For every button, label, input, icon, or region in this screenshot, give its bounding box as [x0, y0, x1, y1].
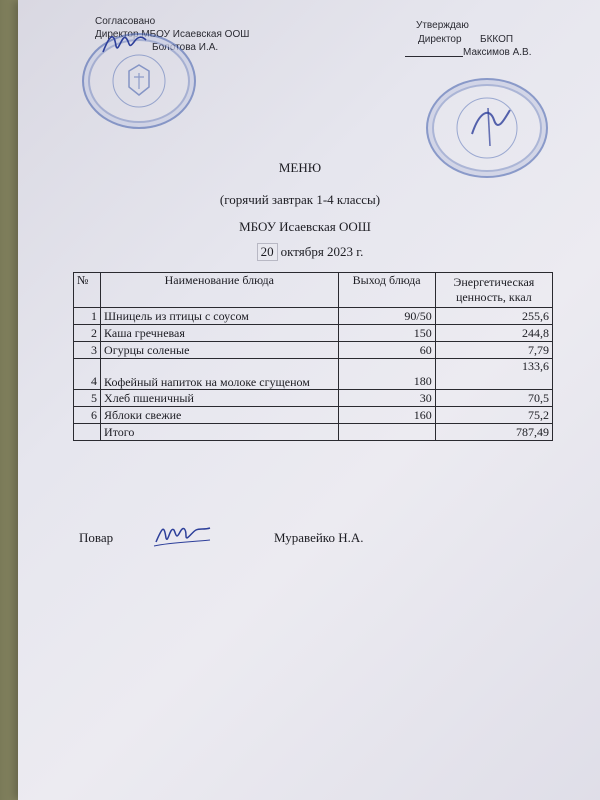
- row-dish-name: Огурцы соленые: [101, 342, 338, 359]
- approval-right-line2: Директор: [418, 34, 462, 45]
- approval-right-line2b: БККОП: [480, 34, 514, 45]
- row-output: 160: [338, 407, 435, 424]
- total-label: Итого: [101, 424, 338, 441]
- school-name: МБОУ Исаевская ООШ: [239, 219, 371, 234]
- row-output: 60: [338, 342, 435, 359]
- approval-left-line2: Директор МБОУ Исаевская ООШ: [95, 29, 250, 40]
- row-number: 3: [74, 342, 101, 359]
- row-energy: 75,2: [435, 407, 552, 424]
- table-row: [74, 359, 553, 390]
- table-header-row: [74, 273, 553, 308]
- table-row: [74, 407, 553, 424]
- total-value: 787,49: [435, 424, 552, 441]
- signature-left-icon: [100, 28, 150, 58]
- row-energy: 244,8: [435, 325, 552, 342]
- row-energy: 70,5: [435, 390, 552, 407]
- date-month-year: октября 2023 г.: [280, 244, 364, 259]
- row-dish-name: Хлеб пшеничный: [101, 390, 338, 407]
- row-output: 90/50: [338, 308, 435, 325]
- approval-right-line1: Утверждаю: [416, 20, 469, 31]
- row-energy: 133,6: [435, 359, 552, 390]
- cook-name: Муравейко Н.А.: [274, 530, 364, 545]
- date-day: 20: [257, 243, 278, 261]
- row-number: 6: [74, 407, 101, 424]
- row-dish-name: Шницель из птицы с соусом: [101, 308, 338, 325]
- page-title: МЕНЮ: [278, 160, 322, 175]
- row-number: 5: [74, 390, 101, 407]
- approval-right-line3: Максимов А.В.: [463, 47, 532, 58]
- row-output: 180: [338, 359, 435, 390]
- table-row: [74, 390, 553, 407]
- table-total-row: [74, 424, 553, 441]
- row-number: 4: [74, 359, 101, 390]
- row-energy: 255,6: [435, 308, 552, 325]
- menu-subtitle: (горячий завтрак 1-4 классы): [219, 192, 381, 207]
- row-output: 150: [338, 325, 435, 342]
- menu-table: [73, 272, 553, 441]
- row-dish-name: Кофейный напиток на молоке сгущеном: [101, 359, 338, 390]
- menu-date: [0, 243, 600, 261]
- total-empty-cell: [74, 424, 101, 441]
- cook-signature-icon: [152, 518, 214, 548]
- header-energy: Энергетическая ценность, ккал: [435, 273, 552, 308]
- header-output: Выход блюда: [338, 273, 435, 308]
- cook-role-label: Повар: [79, 530, 114, 545]
- table-row: [74, 325, 553, 342]
- row-number: 1: [74, 308, 101, 325]
- table-row: [74, 308, 553, 325]
- row-energy: 7,79: [435, 342, 552, 359]
- header-dish-name: Наименование блюда: [101, 273, 338, 308]
- row-number: 2: [74, 325, 101, 342]
- row-dish-name: Яблоки свежие: [101, 407, 338, 424]
- approval-right-underline: [405, 56, 463, 57]
- row-output: 30: [338, 390, 435, 407]
- approval-left-line3: Болотова И.А.: [152, 42, 219, 53]
- row-dish-name: Каша гречневая: [101, 325, 338, 342]
- approval-left-line1: Согласовано: [95, 16, 156, 27]
- table-row: [74, 342, 553, 359]
- total-empty-output: [338, 424, 435, 441]
- header-number: №: [74, 273, 101, 308]
